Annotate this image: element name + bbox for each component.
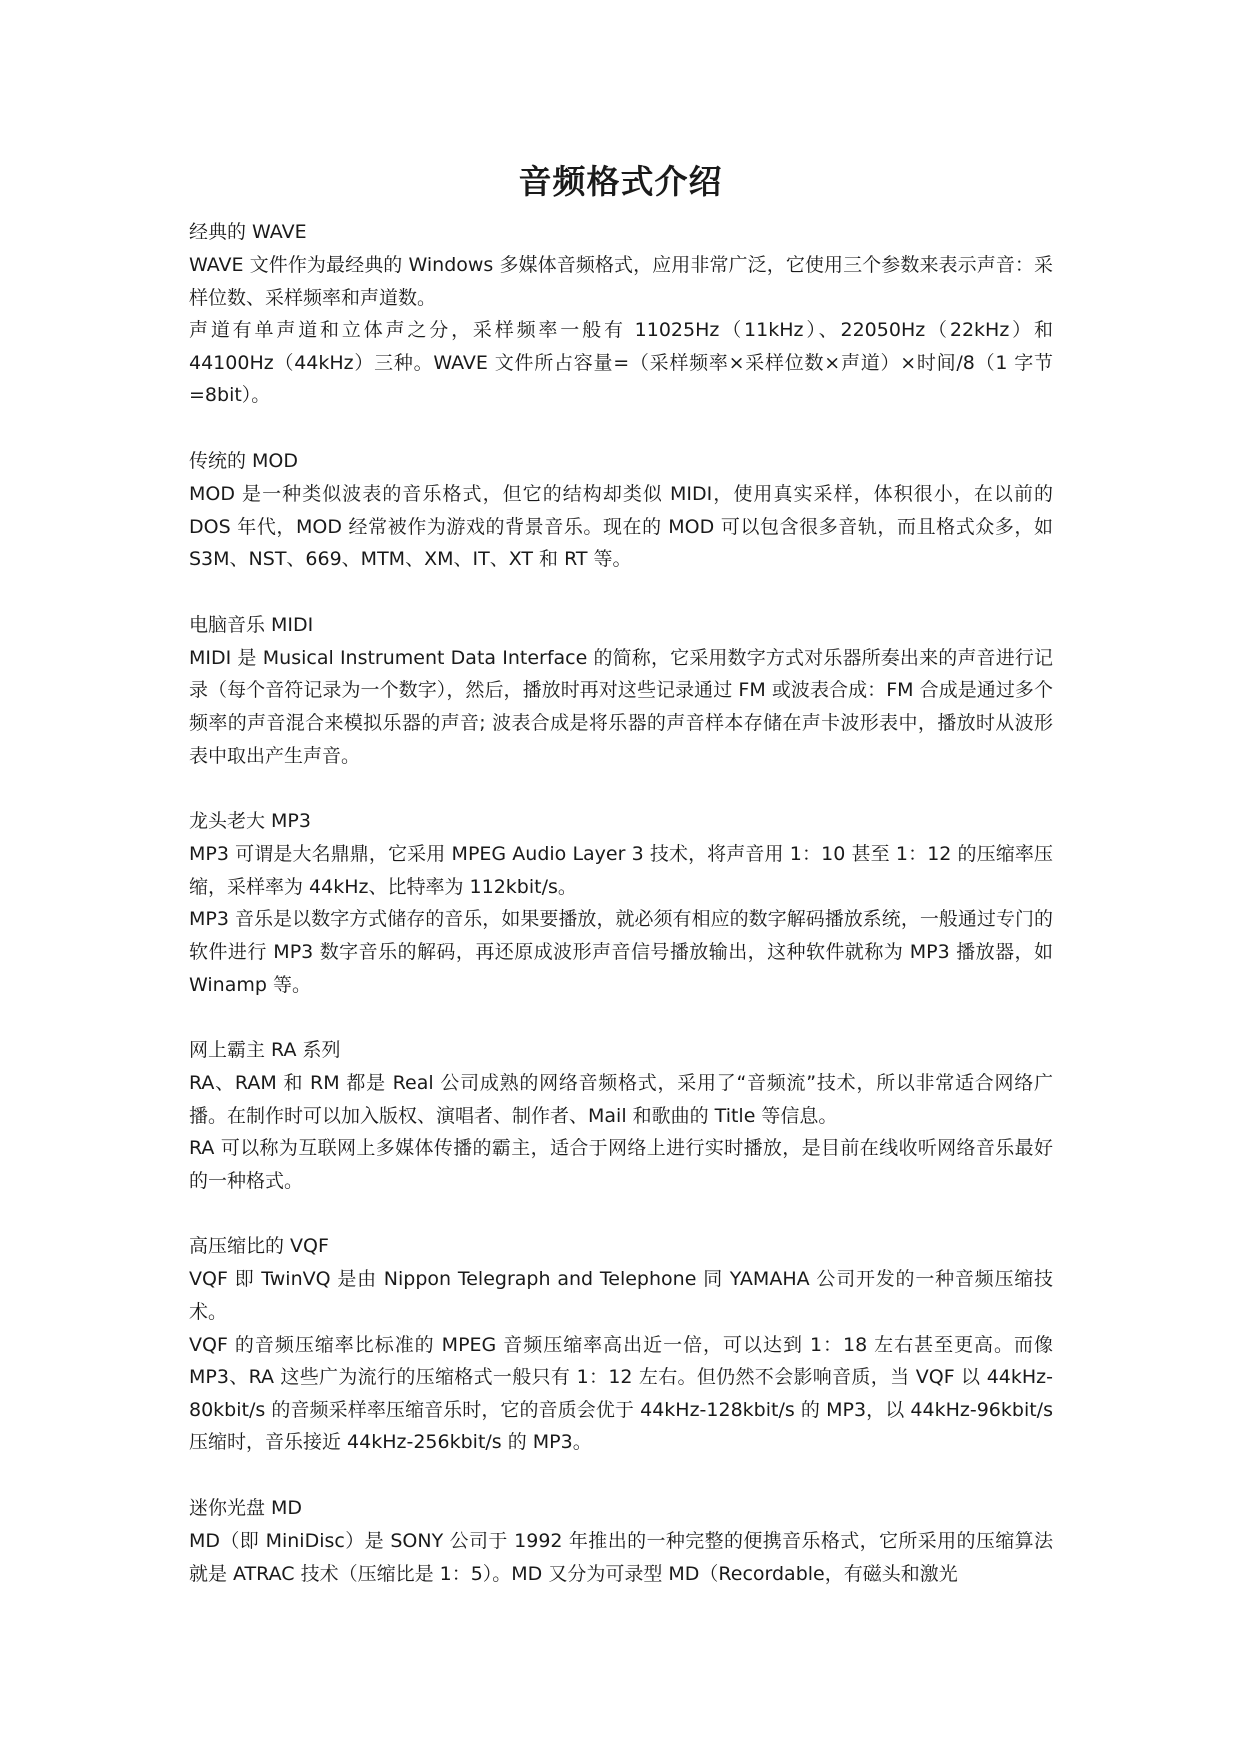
paragraph: MOD 是一种类似波表的音乐格式，但它的结构却类似 MIDI，使用真实采样，体积很小，在以前的 DOS 年代，MOD 经常被作为游戏的背景音乐。现在的 MOD 可以包含很多音轨，而且格式众多，如 S3M、NST、669、MTM、XM、IT、XT 和 RT 等。	[189, 482, 1053, 571]
paragraph: MIDI 是 Musical Instrument Data Interface 的简称，它采用数字方式对乐器所奏出来的声音进行记录（每个音符记录为一个数字），然后，播放时再对这些记录通过 FM 或波表合成：FM 合成是通过多个频率的声音混合来模拟乐器的声音; 波表合成是将乐器的声音样本存储在声卡波形表中，播放时从波形表中取出产生声音。	[189, 646, 1053, 767]
paragraph: MP3 音乐是以数字方式储存的音乐，如果要播放，就必须有相应的数字解码播放系统，一般通过专门的软件进行 MP3 数字音乐的解码，再还原成波形声音信号播放输出，这种软件就称为 MP3 播放器，如 Winamp 等。	[189, 908, 1053, 996]
paragraph: 声道有单声道和立体声之分，采样频率一般有 11025Hz（11kHz）、22050Hz（22kHz）和 44100Hz（44kHz）三种。WAVE 文件所占容量=（采样频率×采样位数×声道）×时间/8（1 字节=8bit）。	[189, 319, 1053, 407]
paragraph: MD（即 MiniDisc）是 SONY 公司于 1992 年推出的一种完整的便携音乐格式，它所采用的压缩算法就是 ATRAC 技术（压缩比是 1：5）。MD 又分为可录型 MD（Recordable，有磁头和激光	[189, 1530, 1053, 1585]
section-heading: 迷你光盘 MD	[189, 1497, 303, 1520]
section-heading: 高压缩比的 VQF	[189, 1235, 329, 1258]
section-midi	[189, 609, 1053, 772]
section-ra	[189, 1034, 1053, 1197]
section-heading: 传统的 MOD	[189, 449, 299, 472]
paragraph: WAVE 文件作为最经典的 Windows 多媒体音频格式，应用非常广泛，它使用三个参数来表示声音：采样位数、采样频率和声道数。	[189, 254, 1053, 309]
section-heading: 经典的 WAVE	[189, 221, 307, 243]
document-title: 音频格式介绍	[518, 162, 723, 201]
section-md	[189, 1492, 1053, 1590]
paragraph: VQF 的音频压缩率比标准的 MPEG 音频压缩率高出近一倍，可以达到 1：18 左右甚至更高。而像 MP3、RA 这些广为流行的压缩格式一般只有 1：12 左右。但仍然不会影响音质，当 VQF 以 44kHz-80kbit/s 的音频采样率压缩音乐时，它的音质会优于 44kHz-128kbit/s 的 MP3，以 44kHz-96kbit/s 压缩时，音乐接近 44kHz-256kbit/s 的 MP3。	[189, 1333, 1053, 1454]
section-vqf	[189, 1230, 1053, 1459]
section-wave	[189, 216, 1053, 412]
paragraph: RA、RAM 和 RM 都是 Real 公司成熟的网络音频格式，采用了“音频流”技术，所以非常适合网络广播。在制作时可以加入版权、演唱者、制作者、Mail 和歌曲的 Title 等信息。	[189, 1072, 1053, 1127]
paragraph: MP3 可谓是大名鼎鼎，它采用 MPEG Audio Layer 3 技术，将声音用 1：10 甚至 1：12 的压缩率压缩，采样率为 44kHz、比特率为 112kbit/s。	[189, 843, 1053, 898]
section-heading: 网上霸主 RA 系列	[189, 1039, 341, 1062]
document-body	[189, 216, 1053, 1623]
section-heading: 电脑音乐 MIDI	[189, 613, 314, 636]
section-mp3	[189, 805, 1053, 1001]
section-heading: 龙头老大 MP3	[189, 810, 311, 833]
paragraph: RA 可以称为互联网上多媒体传播的霸主，适合于网络上进行实时播放，是目前在线收听网络音乐最好的一种格式。	[189, 1137, 1053, 1192]
paragraph: VQF 即 TwinVQ 是由 Nippon Telegraph and Telephone 同 YAMAHA 公司开发的一种音频压缩技术。	[189, 1268, 1053, 1324]
section-mod	[189, 445, 1053, 576]
